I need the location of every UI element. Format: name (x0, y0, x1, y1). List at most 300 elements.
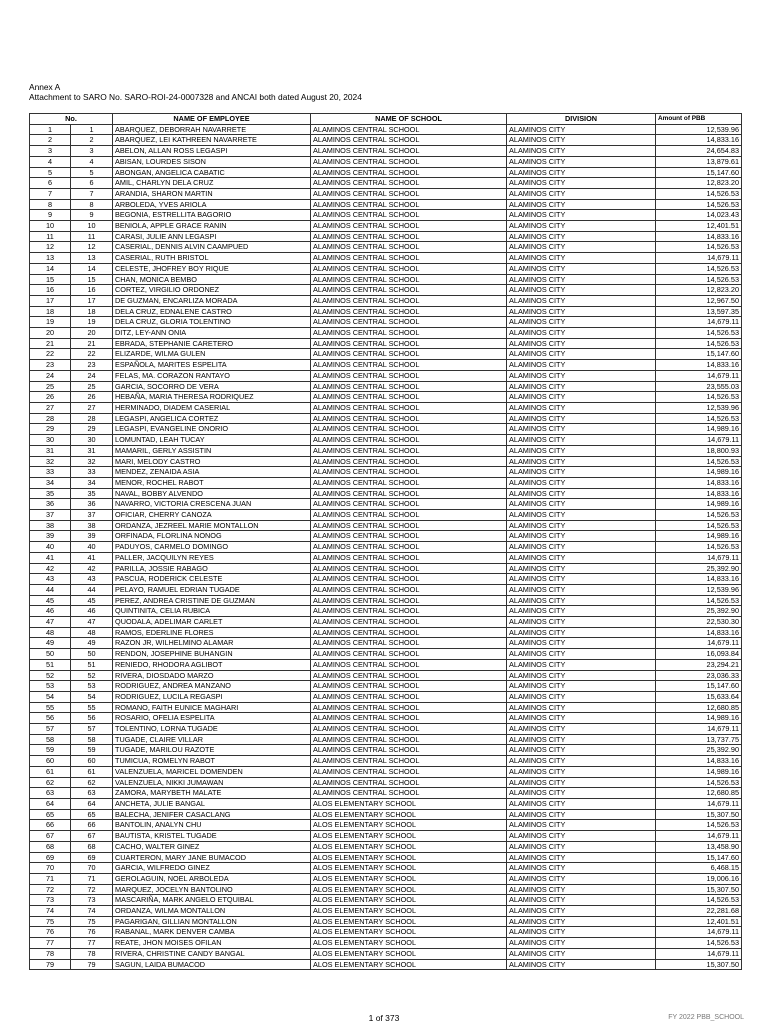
school-name: ALAMINOS CENTRAL SCHOOL (311, 691, 507, 702)
table-row (30, 370, 742, 381)
employee-name: QUODALA, ADELIMAR CARLET (113, 617, 311, 628)
table-row (30, 156, 742, 167)
row-number: 40 (71, 542, 113, 553)
pbb-amount: 16,093.84 (656, 649, 742, 660)
row-number: 67 (71, 831, 113, 842)
table-row (30, 766, 742, 777)
row-index: 70 (30, 863, 71, 874)
row-index: 74 (30, 906, 71, 917)
division-name: ALAMINOS CITY (507, 799, 656, 810)
row-index: 12 (30, 242, 71, 253)
table-row (30, 563, 742, 574)
school-name: ALOS ELEMENTARY SCHOOL (311, 884, 507, 895)
employee-name: BENIOLA, APPLE GRACE RANIN (113, 221, 311, 232)
row-index: 34 (30, 477, 71, 488)
school-name: ALOS ELEMENTARY SCHOOL (311, 841, 507, 852)
school-name: ALAMINOS CENTRAL SCHOOL (311, 724, 507, 735)
employee-name: PALLER, JACQUILYN REYES (113, 552, 311, 563)
employee-name: HEBAÑA, MARIA THERESA RODRIQUEZ (113, 392, 311, 403)
pbb-amount: 14,526.53 (656, 338, 742, 349)
division-name: ALAMINOS CITY (507, 617, 656, 628)
row-index: 21 (30, 338, 71, 349)
row-number: 22 (71, 349, 113, 360)
school-name: ALAMINOS CENTRAL SCHOOL (311, 124, 507, 135)
row-number: 14 (71, 263, 113, 274)
row-number: 16 (71, 285, 113, 296)
pbb-amount: 15,147.60 (656, 852, 742, 863)
row-number: 62 (71, 777, 113, 788)
school-name: ALAMINOS CENTRAL SCHOOL (311, 317, 507, 328)
row-index: 42 (30, 563, 71, 574)
row-number: 54 (71, 691, 113, 702)
school-name: ALAMINOS CENTRAL SCHOOL (311, 178, 507, 189)
pbb-amount: 14,526.53 (656, 188, 742, 199)
header-school: NAME OF SCHOOL (311, 114, 507, 125)
pbb-amount: 12,539.96 (656, 124, 742, 135)
row-index: 17 (30, 295, 71, 306)
table-row (30, 435, 742, 446)
school-name: ALAMINOS CENTRAL SCHOOL (311, 542, 507, 553)
division-name: ALAMINOS CITY (507, 820, 656, 831)
employee-name: ABARQUEZ, DEBORRAH NAVARRETE (113, 124, 311, 135)
pbb-amount: 14,679.11 (656, 370, 742, 381)
employee-name: ORFINADA, FLORLINA NONOG (113, 531, 311, 542)
row-index: 36 (30, 499, 71, 510)
annex-label: Annex A (29, 82, 61, 92)
row-index: 26 (30, 392, 71, 403)
employee-name: GARCIA, WILFREDO GINEZ (113, 863, 311, 874)
row-number: 50 (71, 649, 113, 660)
pbb-amount: 12,823.20 (656, 178, 742, 189)
employee-name: DELA CRUZ, EDNALENE CASTRO (113, 306, 311, 317)
pbb-amount: 14,679.11 (656, 253, 742, 264)
employee-name: ABARQUEZ, LEI KATHREEN NAVARRETE (113, 135, 311, 146)
table-row (30, 702, 742, 713)
row-index: 52 (30, 670, 71, 681)
table-row (30, 146, 742, 157)
school-name: ALAMINOS CENTRAL SCHOOL (311, 510, 507, 521)
division-name: ALAMINOS CITY (507, 584, 656, 595)
school-name: ALAMINOS CENTRAL SCHOOL (311, 606, 507, 617)
pbb-amount: 14,679.11 (656, 317, 742, 328)
row-number: 5 (71, 167, 113, 178)
table-row (30, 777, 742, 788)
division-name: ALAMINOS CITY (507, 295, 656, 306)
employee-name: PADUYOS, CARMELO DOMINGO (113, 542, 311, 553)
division-name: ALAMINOS CITY (507, 638, 656, 649)
row-index: 68 (30, 841, 71, 852)
pbb-amount: 22,281.68 (656, 906, 742, 917)
table-row (30, 959, 742, 970)
table-row (30, 392, 742, 403)
employee-name: PEREZ, ANDREA CRISTINE DE GUZMAN (113, 595, 311, 606)
pbb-amount: 14,679.11 (656, 831, 742, 842)
pbb-amount: 14,833.16 (656, 360, 742, 371)
row-index: 64 (30, 799, 71, 810)
row-index: 8 (30, 199, 71, 210)
employee-name: QUINTINITA, CELIA RUBICA (113, 606, 311, 617)
pbb-amount: 13,458.90 (656, 841, 742, 852)
table-row (30, 606, 742, 617)
row-number: 24 (71, 370, 113, 381)
row-index: 39 (30, 531, 71, 542)
school-name: ALAMINOS CENTRAL SCHOOL (311, 231, 507, 242)
employee-name: ARANDIA, SHARON MARTIN (113, 188, 311, 199)
school-name: ALAMINOS CENTRAL SCHOOL (311, 392, 507, 403)
row-number: 7 (71, 188, 113, 199)
row-index: 79 (30, 959, 71, 970)
header-amount: Amount of PBB (656, 114, 742, 125)
table-row (30, 691, 742, 702)
employee-name: MARI, MELODY CASTRO (113, 456, 311, 467)
employee-name: BANTOLIN, ANALYN CHU (113, 820, 311, 831)
table-row (30, 841, 742, 852)
pbb-amount: 12,401.51 (656, 916, 742, 927)
row-index: 41 (30, 552, 71, 563)
school-name: ALAMINOS CENTRAL SCHOOL (311, 777, 507, 788)
row-number: 53 (71, 681, 113, 692)
division-name: ALAMINOS CITY (507, 499, 656, 510)
employee-name: TUGADE, MARILOU RAZOTE (113, 745, 311, 756)
employee-name: ABONGAN, ANGELICA CABATIC (113, 167, 311, 178)
pbb-amount: 12,680.85 (656, 702, 742, 713)
row-number: 78 (71, 948, 113, 959)
row-number: 51 (71, 659, 113, 670)
table-row (30, 617, 742, 628)
table-row (30, 809, 742, 820)
row-index: 61 (30, 766, 71, 777)
table-row (30, 542, 742, 553)
table-row (30, 799, 742, 810)
row-number: 44 (71, 584, 113, 595)
row-number: 37 (71, 510, 113, 521)
row-number: 76 (71, 927, 113, 938)
employee-name: RAMOS, EDERLINE FLORES (113, 627, 311, 638)
employee-name: GEROLAGUIN, NOEL ARBOLEDA (113, 873, 311, 884)
row-index: 14 (30, 263, 71, 274)
division-name: ALAMINOS CITY (507, 263, 656, 274)
row-index: 73 (30, 895, 71, 906)
row-number: 57 (71, 724, 113, 735)
school-name: ALAMINOS CENTRAL SCHOOL (311, 595, 507, 606)
row-index: 13 (30, 253, 71, 264)
school-name: ALAMINOS CENTRAL SCHOOL (311, 467, 507, 478)
employee-name: BAUTISTA, KRISTEL TUGADE (113, 831, 311, 842)
row-index: 63 (30, 788, 71, 799)
row-index: 60 (30, 756, 71, 767)
table-row (30, 670, 742, 681)
employee-name: RENIEDO, RHODORA AGLIBOT (113, 659, 311, 670)
pbb-amount: 15,307.50 (656, 809, 742, 820)
table-row (30, 574, 742, 585)
row-index: 58 (30, 734, 71, 745)
school-name: ALAMINOS CENTRAL SCHOOL (311, 210, 507, 221)
division-name: ALAMINOS CITY (507, 916, 656, 927)
division-name: ALAMINOS CITY (507, 413, 656, 424)
row-number: 31 (71, 445, 113, 456)
school-name: ALAMINOS CENTRAL SCHOOL (311, 349, 507, 360)
division-name: ALAMINOS CITY (507, 467, 656, 478)
employee-name: TOLENTINO, LORNA TUGADE (113, 724, 311, 735)
pbb-amount: 14,526.53 (656, 328, 742, 339)
division-name: ALAMINOS CITY (507, 873, 656, 884)
employee-name: ROSARIO, OFELIA ESPELITA (113, 713, 311, 724)
table-row (30, 938, 742, 949)
pbb-amount: 14,526.53 (656, 263, 742, 274)
employee-name: PASCUA, RODERICK CELESTE (113, 574, 311, 585)
row-index: 75 (30, 916, 71, 927)
employee-name: RIVERA, DIOSDADO MARZO (113, 670, 311, 681)
row-index: 33 (30, 467, 71, 478)
row-number: 10 (71, 221, 113, 232)
employee-name: ZAMORA, MARYBETH MALATE (113, 788, 311, 799)
employee-name: TUMICUA, ROMELYN RABOT (113, 756, 311, 767)
header-no: No. (30, 114, 113, 125)
pbb-amount: 12,539.96 (656, 402, 742, 413)
school-name: ALAMINOS CENTRAL SCHOOL (311, 167, 507, 178)
employee-name: ROMANO, FAITH EUNICE MAGHARI (113, 702, 311, 713)
division-name: ALAMINOS CITY (507, 724, 656, 735)
pbb-amount: 14,526.53 (656, 199, 742, 210)
employee-name: VALENZUELA, MARICEL DOMENDEN (113, 766, 311, 777)
row-number: 45 (71, 595, 113, 606)
employee-name: REATE, JHON MOISES OFILAN (113, 938, 311, 949)
division-name: ALAMINOS CITY (507, 146, 656, 157)
employee-name: HERMINADO, DIADEM CASERIAL (113, 402, 311, 413)
school-name: ALAMINOS CENTRAL SCHOOL (311, 766, 507, 777)
pbb-amount: 14,833.16 (656, 231, 742, 242)
employee-name: DITZ, LEY-ANN ONIA (113, 328, 311, 339)
division-name: ALAMINOS CITY (507, 392, 656, 403)
pbb-amount: 14,679.11 (656, 638, 742, 649)
division-name: ALAMINOS CITY (507, 328, 656, 339)
pbb-amount: 14,526.53 (656, 595, 742, 606)
division-name: ALAMINOS CITY (507, 595, 656, 606)
school-name: ALAMINOS CENTRAL SCHOOL (311, 681, 507, 692)
row-index: 24 (30, 370, 71, 381)
row-number: 63 (71, 788, 113, 799)
employee-name: PARILLA, JOSSIE RABAGO (113, 563, 311, 574)
table-row (30, 402, 742, 413)
table-row (30, 638, 742, 649)
division-name: ALAMINOS CITY (507, 895, 656, 906)
division-name: ALAMINOS CITY (507, 317, 656, 328)
division-name: ALAMINOS CITY (507, 435, 656, 446)
table-row (30, 873, 742, 884)
division-name: ALAMINOS CITY (507, 285, 656, 296)
row-index: 1 (30, 124, 71, 135)
school-name: ALAMINOS CENTRAL SCHOOL (311, 135, 507, 146)
row-number: 19 (71, 317, 113, 328)
table-row (30, 231, 742, 242)
school-name: ALAMINOS CENTRAL SCHOOL (311, 424, 507, 435)
row-index: 11 (30, 231, 71, 242)
row-index: 51 (30, 659, 71, 670)
division-name: ALAMINOS CITY (507, 831, 656, 842)
school-name: ALAMINOS CENTRAL SCHOOL (311, 242, 507, 253)
pbb-amount: 12,539.96 (656, 584, 742, 595)
pbb-amount: 15,147.60 (656, 349, 742, 360)
employee-name: ORDANZA, WILMA MONTALLON (113, 906, 311, 917)
table-row (30, 927, 742, 938)
pbb-amount: 15,307.50 (656, 884, 742, 895)
row-number: 36 (71, 499, 113, 510)
division-name: ALAMINOS CITY (507, 649, 656, 660)
table-row (30, 649, 742, 660)
row-number: 66 (71, 820, 113, 831)
employee-name: CARASI, JULIE ANN LEGASPI (113, 231, 311, 242)
school-name: ALAMINOS CENTRAL SCHOOL (311, 221, 507, 232)
table-row (30, 328, 742, 339)
row-index: 72 (30, 884, 71, 895)
table-row (30, 199, 742, 210)
division-name: ALAMINOS CITY (507, 670, 656, 681)
school-name: ALAMINOS CENTRAL SCHOOL (311, 156, 507, 167)
school-name: ALAMINOS CENTRAL SCHOOL (311, 574, 507, 585)
row-index: 69 (30, 852, 71, 863)
row-number: 58 (71, 734, 113, 745)
table-row (30, 906, 742, 917)
pbb-amount: 14,526.53 (656, 413, 742, 424)
row-index: 29 (30, 424, 71, 435)
table-body (30, 124, 742, 970)
employee-name: MENDEZ, ZENAIDA ASIA (113, 467, 311, 478)
row-number: 15 (71, 274, 113, 285)
division-name: ALAMINOS CITY (507, 424, 656, 435)
row-number: 74 (71, 906, 113, 917)
division-name: ALAMINOS CITY (507, 659, 656, 670)
division-name: ALAMINOS CITY (507, 167, 656, 178)
row-number: 26 (71, 392, 113, 403)
row-index: 27 (30, 402, 71, 413)
row-index: 44 (30, 584, 71, 595)
row-number: 23 (71, 360, 113, 371)
employee-name: ORDANZA, JEZREEL MARIE MONTALLON (113, 520, 311, 531)
row-number: 52 (71, 670, 113, 681)
pbb-amount: 23,294.21 (656, 659, 742, 670)
row-index: 59 (30, 745, 71, 756)
table-row (30, 584, 742, 595)
pbb-amount: 14,989.16 (656, 499, 742, 510)
division-name: ALAMINOS CITY (507, 477, 656, 488)
division-name: ALAMINOS CITY (507, 756, 656, 767)
attachment-title: Attachment to SARO No. SARO-ROI-24-0007328 and ANCAI both dated August 20, 2024 (29, 92, 362, 102)
division-name: ALAMINOS CITY (507, 253, 656, 264)
row-number: 77 (71, 938, 113, 949)
division-name: ALAMINOS CITY (507, 841, 656, 852)
division-name: ALAMINOS CITY (507, 574, 656, 585)
school-name: ALAMINOS CENTRAL SCHOOL (311, 381, 507, 392)
school-name: ALAMINOS CENTRAL SCHOOL (311, 584, 507, 595)
school-name: ALAMINOS CENTRAL SCHOOL (311, 456, 507, 467)
row-index: 62 (30, 777, 71, 788)
employee-name: CASERIAL, RUTH BRISTOL (113, 253, 311, 264)
school-name: ALAMINOS CENTRAL SCHOOL (311, 670, 507, 681)
row-index: 3 (30, 146, 71, 157)
row-number: 6 (71, 178, 113, 189)
table-header-row (30, 114, 742, 125)
row-index: 31 (30, 445, 71, 456)
school-name: ALOS ELEMENTARY SCHOOL (311, 809, 507, 820)
division-name: ALAMINOS CITY (507, 852, 656, 863)
row-number: 56 (71, 713, 113, 724)
division-name: ALAMINOS CITY (507, 938, 656, 949)
division-name: ALAMINOS CITY (507, 124, 656, 135)
pbb-amount: 6,468.15 (656, 863, 742, 874)
row-index: 6 (30, 178, 71, 189)
pbb-amount: 15,147.60 (656, 167, 742, 178)
school-name: ALAMINOS CENTRAL SCHOOL (311, 306, 507, 317)
employee-name: MAMARIL, GERLY ASSISTIN (113, 445, 311, 456)
row-number: 75 (71, 916, 113, 927)
pbb-amount: 14,023.43 (656, 210, 742, 221)
row-number: 27 (71, 402, 113, 413)
row-index: 4 (30, 156, 71, 167)
table-row (30, 552, 742, 563)
division-name: ALAMINOS CITY (507, 681, 656, 692)
division-name: ALAMINOS CITY (507, 381, 656, 392)
table-row (30, 349, 742, 360)
pbb-amount: 14,833.16 (656, 488, 742, 499)
pbb-amount: 14,833.16 (656, 135, 742, 146)
table-row (30, 210, 742, 221)
school-name: ALAMINOS CENTRAL SCHOOL (311, 563, 507, 574)
row-index: 37 (30, 510, 71, 521)
row-number: 41 (71, 552, 113, 563)
pbb-amount: 19,006.16 (656, 873, 742, 884)
row-index: 30 (30, 435, 71, 446)
school-name: ALAMINOS CENTRAL SCHOOL (311, 617, 507, 628)
row-index: 19 (30, 317, 71, 328)
page-number: 1 of 373 (368, 1013, 400, 1023)
row-index: 71 (30, 873, 71, 884)
school-name: ALAMINOS CENTRAL SCHOOL (311, 734, 507, 745)
employee-name: CASERIAL, DENNIS ALVIN CAAMPUED (113, 242, 311, 253)
school-name: ALAMINOS CENTRAL SCHOOL (311, 328, 507, 339)
division-name: ALAMINOS CITY (507, 370, 656, 381)
row-index: 15 (30, 274, 71, 285)
division-name: ALAMINOS CITY (507, 606, 656, 617)
row-number: 17 (71, 295, 113, 306)
division-name: ALAMINOS CITY (507, 627, 656, 638)
row-index: 22 (30, 349, 71, 360)
row-number: 47 (71, 617, 113, 628)
pbb-amount: 14,679.11 (656, 799, 742, 810)
pbb-amount: 14,989.16 (656, 424, 742, 435)
employee-name: RODRIGUEZ, LUCILA REGASPI (113, 691, 311, 702)
pbb-amount: 14,526.53 (656, 456, 742, 467)
table-row (30, 745, 742, 756)
table-row (30, 756, 742, 767)
table-row (30, 467, 742, 478)
pbb-amount: 14,526.53 (656, 777, 742, 788)
division-name: ALAMINOS CITY (507, 702, 656, 713)
employee-name: LEGASPI, ANGELICA CORTEZ (113, 413, 311, 424)
table-row (30, 488, 742, 499)
table-row (30, 360, 742, 371)
table-row (30, 178, 742, 189)
division-name: ALAMINOS CITY (507, 927, 656, 938)
table-row (30, 531, 742, 542)
division-name: ALAMINOS CITY (507, 199, 656, 210)
division-name: ALAMINOS CITY (507, 948, 656, 959)
table-row (30, 413, 742, 424)
row-number: 11 (71, 231, 113, 242)
pbb-amount: 14,679.11 (656, 948, 742, 959)
pbb-amount: 14,526.53 (656, 895, 742, 906)
pbb-amount: 14,526.53 (656, 510, 742, 521)
table-row (30, 167, 742, 178)
